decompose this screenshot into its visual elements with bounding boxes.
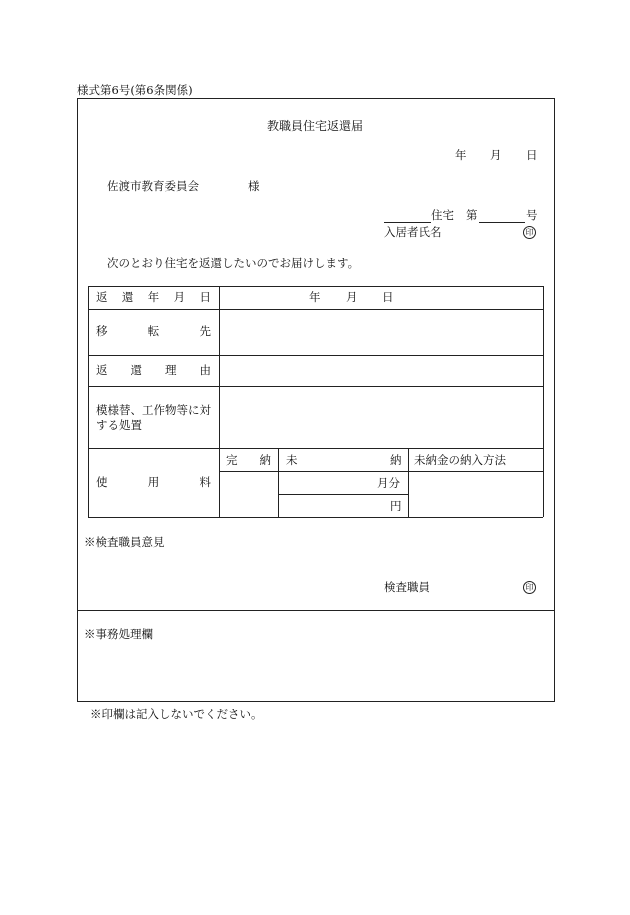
section-divider (77, 610, 555, 611)
restoration-label-line1: 模様替、工作物等に対 (96, 403, 211, 417)
return-month-label: 月 (346, 290, 358, 304)
date-day-label: 日 (526, 148, 538, 162)
fee-unpaid-left: 未 (286, 453, 298, 467)
return-date-label: 返 還 年 月 日 (96, 290, 211, 304)
housing-suffix-label: 住宅 (431, 208, 454, 222)
table-line-1 (88, 309, 543, 310)
addressee-name: 佐渡市教育委員会 (107, 179, 199, 193)
inspector-seal-icon: 印 (523, 581, 536, 594)
table-line-6 (278, 494, 408, 495)
form-title: 教職員住宅返還届 (267, 119, 364, 133)
new-address-label: 移 転 先 (96, 324, 211, 338)
office-section-title: ※事務処理欄 (84, 627, 153, 641)
housing-number-field[interactable] (479, 222, 525, 223)
fee-unpaid-right: 納 (390, 453, 402, 467)
applicant-seal-icon: 印 (523, 226, 536, 239)
fee-divider-2 (408, 448, 409, 517)
fee-months-unit: 月分 (377, 476, 400, 490)
restoration-label-line2: する処置 (96, 418, 142, 432)
intro-text: 次のとおり住宅を返還したいのでお届けします。 (107, 256, 360, 270)
return-year-label: 年 (309, 290, 321, 304)
housing-name-field[interactable] (384, 222, 431, 223)
fee-yen-unit: 円 (390, 499, 402, 513)
footnote: ※印欄は記入しないでください。 (90, 707, 263, 721)
table-border-left (88, 286, 89, 517)
table-line-3 (88, 386, 543, 387)
return-day-label: 日 (382, 290, 394, 304)
table-line-5 (219, 471, 543, 472)
date-month-label: 月 (490, 148, 502, 162)
resident-name-label: 入居者氏名 (384, 225, 442, 239)
fee-paid-label: 完 納 (226, 453, 271, 467)
table-line-4 (88, 448, 543, 449)
fee-unpaid-method-label: 未納金の納入方法 (414, 453, 506, 467)
addressee-honorific: 様 (248, 179, 260, 193)
usage-fee-label: 使 用 料 (96, 475, 211, 489)
fee-divider-1 (278, 448, 279, 517)
date-year-label: 年 (455, 148, 467, 162)
form-number: 様式第6号(第6条関係) (77, 83, 193, 97)
housing-number-suffix: 号 (526, 208, 538, 222)
return-reason-label: 返 還 理 由 (96, 363, 211, 377)
table-border-right (543, 286, 544, 517)
inspector-section-title: ※検査職員意見 (84, 535, 165, 549)
table-label-divider (219, 286, 220, 517)
table-line-2 (88, 355, 543, 356)
housing-number-prefix: 第 (466, 208, 478, 222)
table-border-top (88, 286, 543, 287)
table-border-bottom (88, 517, 543, 518)
inspector-label: 検査職員 (384, 580, 430, 594)
